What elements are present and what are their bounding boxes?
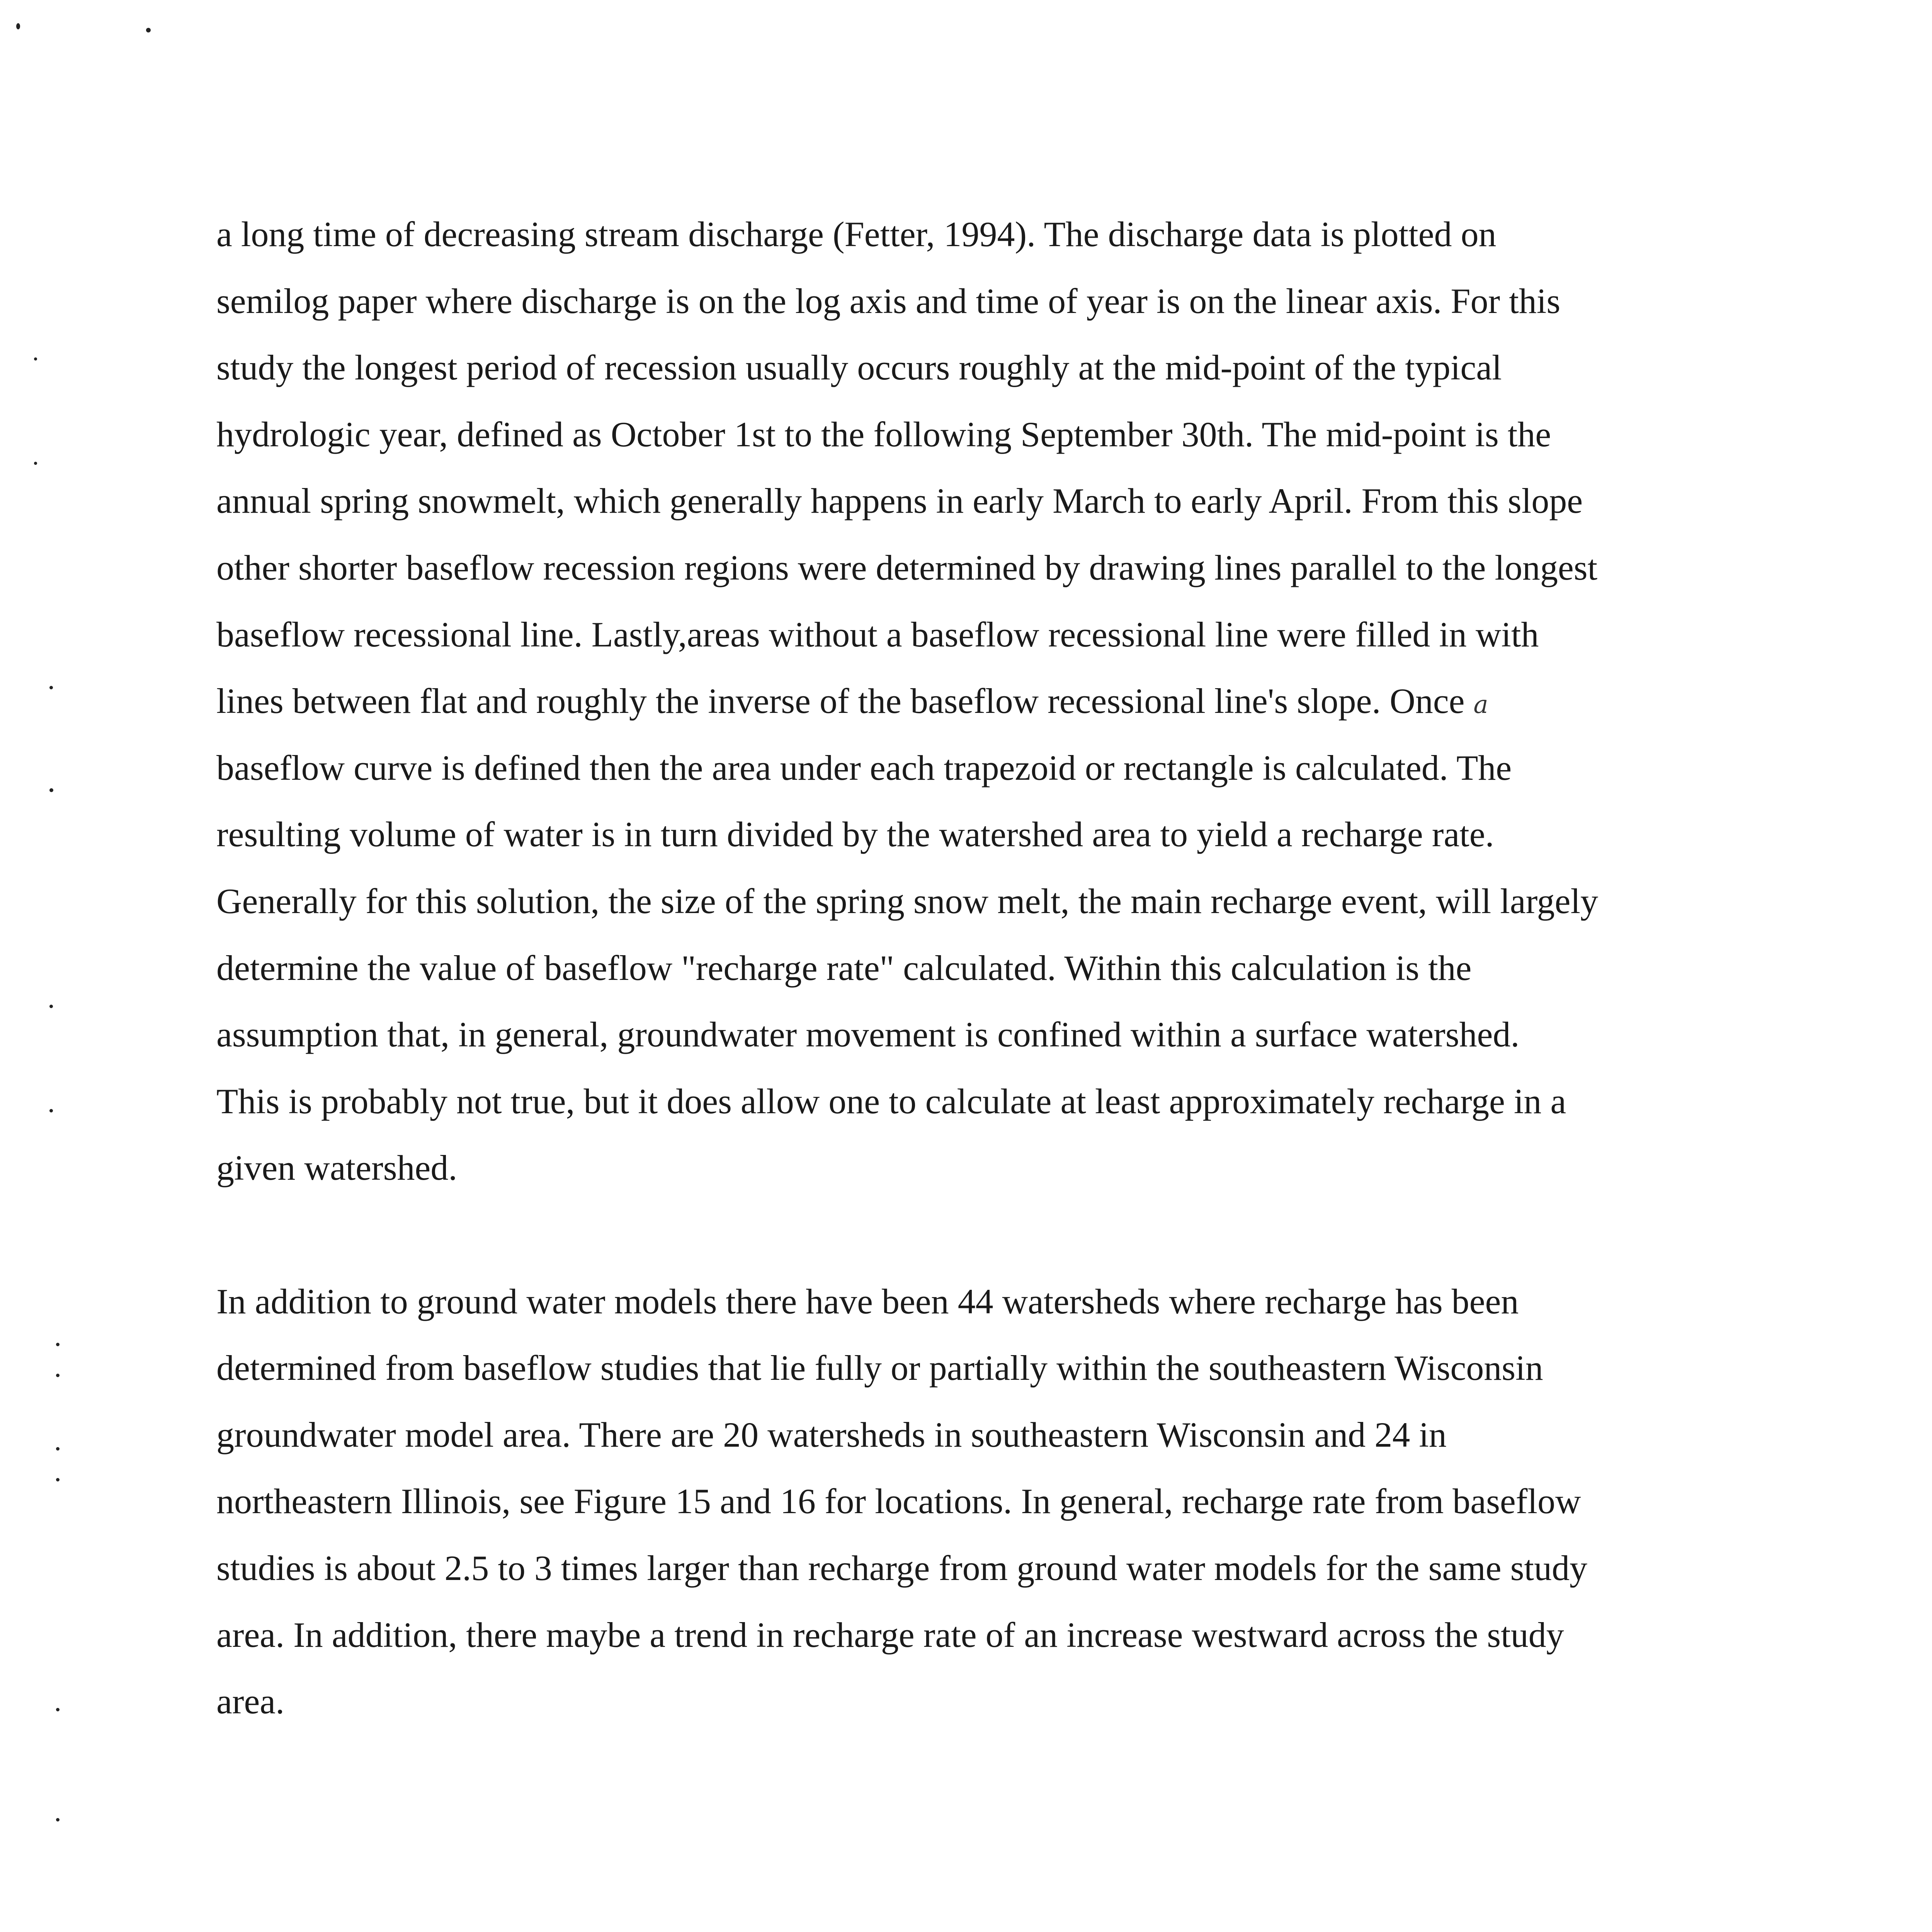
- text-line: Generally for this solution, the size of the spring snow melt, the main recharge event, will largely: [216, 881, 1599, 921]
- text-line: a long time of decreasing stream discharge (Fetter, 1994). The discharge data is plotted on: [216, 214, 1497, 254]
- text-line: semilog paper where discharge is on the log axis and time of year is on the linear axis. For this: [216, 281, 1561, 321]
- speck: [34, 357, 37, 361]
- text-line: determine the value of baseflow "recharge rate" calculated. Within this calculation is the: [216, 948, 1472, 988]
- speck: [49, 1109, 53, 1112]
- speck: [56, 1708, 60, 1711]
- text-line: groundwater model area. There are 20 watersheds in southeastern Wisconsin and 24 in: [216, 1415, 1447, 1454]
- text-line: studies is about 2.5 to 3 times larger than recharge from ground water models for the same study: [216, 1548, 1587, 1588]
- speck: [56, 1447, 60, 1451]
- text-line: assumption that, in general, groundwater movement is confined within a surface watershed.: [216, 1015, 1520, 1054]
- handwritten-insert: a: [1473, 690, 1488, 719]
- speck: [56, 1818, 60, 1821]
- text-line: This is probably not true, but it does allow one to calculate at least approximately recharge in a: [216, 1082, 1566, 1121]
- speck: [49, 788, 53, 792]
- speck: [49, 1005, 53, 1008]
- text-line: hydrologic year, defined as October 1st to the following September 30th. The mid-point is the: [216, 415, 1551, 454]
- text-line-with-insert: [216, 683, 1488, 719]
- text-line: annual spring snowmelt, which generally happens in early March to early April. From this slope: [216, 481, 1583, 520]
- speck: [49, 686, 53, 689]
- text-line: determined from baseflow studies that lie fully or partially within the southeastern Wisconsin: [216, 1348, 1543, 1388]
- text-line: study the longest period of recession usually occurs roughly at the mid-point of the typical: [216, 348, 1502, 387]
- speck: [16, 23, 20, 29]
- speck: [56, 1343, 60, 1346]
- speck: [56, 1374, 60, 1377]
- text-line: other shorter baseflow recession regions were determined by drawing lines parallel to the longest: [216, 548, 1598, 587]
- text-line: resulting volume of water is in turn divided by the watershed area to yield a recharge rate.: [216, 815, 1494, 854]
- text-line: given watershed.: [216, 1148, 457, 1187]
- text-line: baseflow recessional line. Lastly,areas without a baseflow recessional line were filled in with: [216, 615, 1539, 654]
- text-line: area.: [216, 1682, 285, 1721]
- text-line: In addition to ground water models there have been 44 watersheds where recharge has been: [216, 1282, 1519, 1321]
- text-line: northeastern Illinois, see Figure 15 and 16 for locations. In general, recharge rate from baseflow: [216, 1481, 1581, 1521]
- text-line: lines between flat and roughly the inverse of the baseflow recessional line's slope. Once: [216, 681, 1465, 721]
- speck: [56, 1478, 60, 1481]
- text-line: area. In addition, there maybe a trend in recharge rate of an increase westward across the study: [216, 1615, 1564, 1655]
- text-line: baseflow curve is defined then the area under each trapezoid or rectangle is calculated. The: [216, 748, 1512, 787]
- speck: [146, 28, 151, 32]
- speck: [34, 462, 37, 465]
